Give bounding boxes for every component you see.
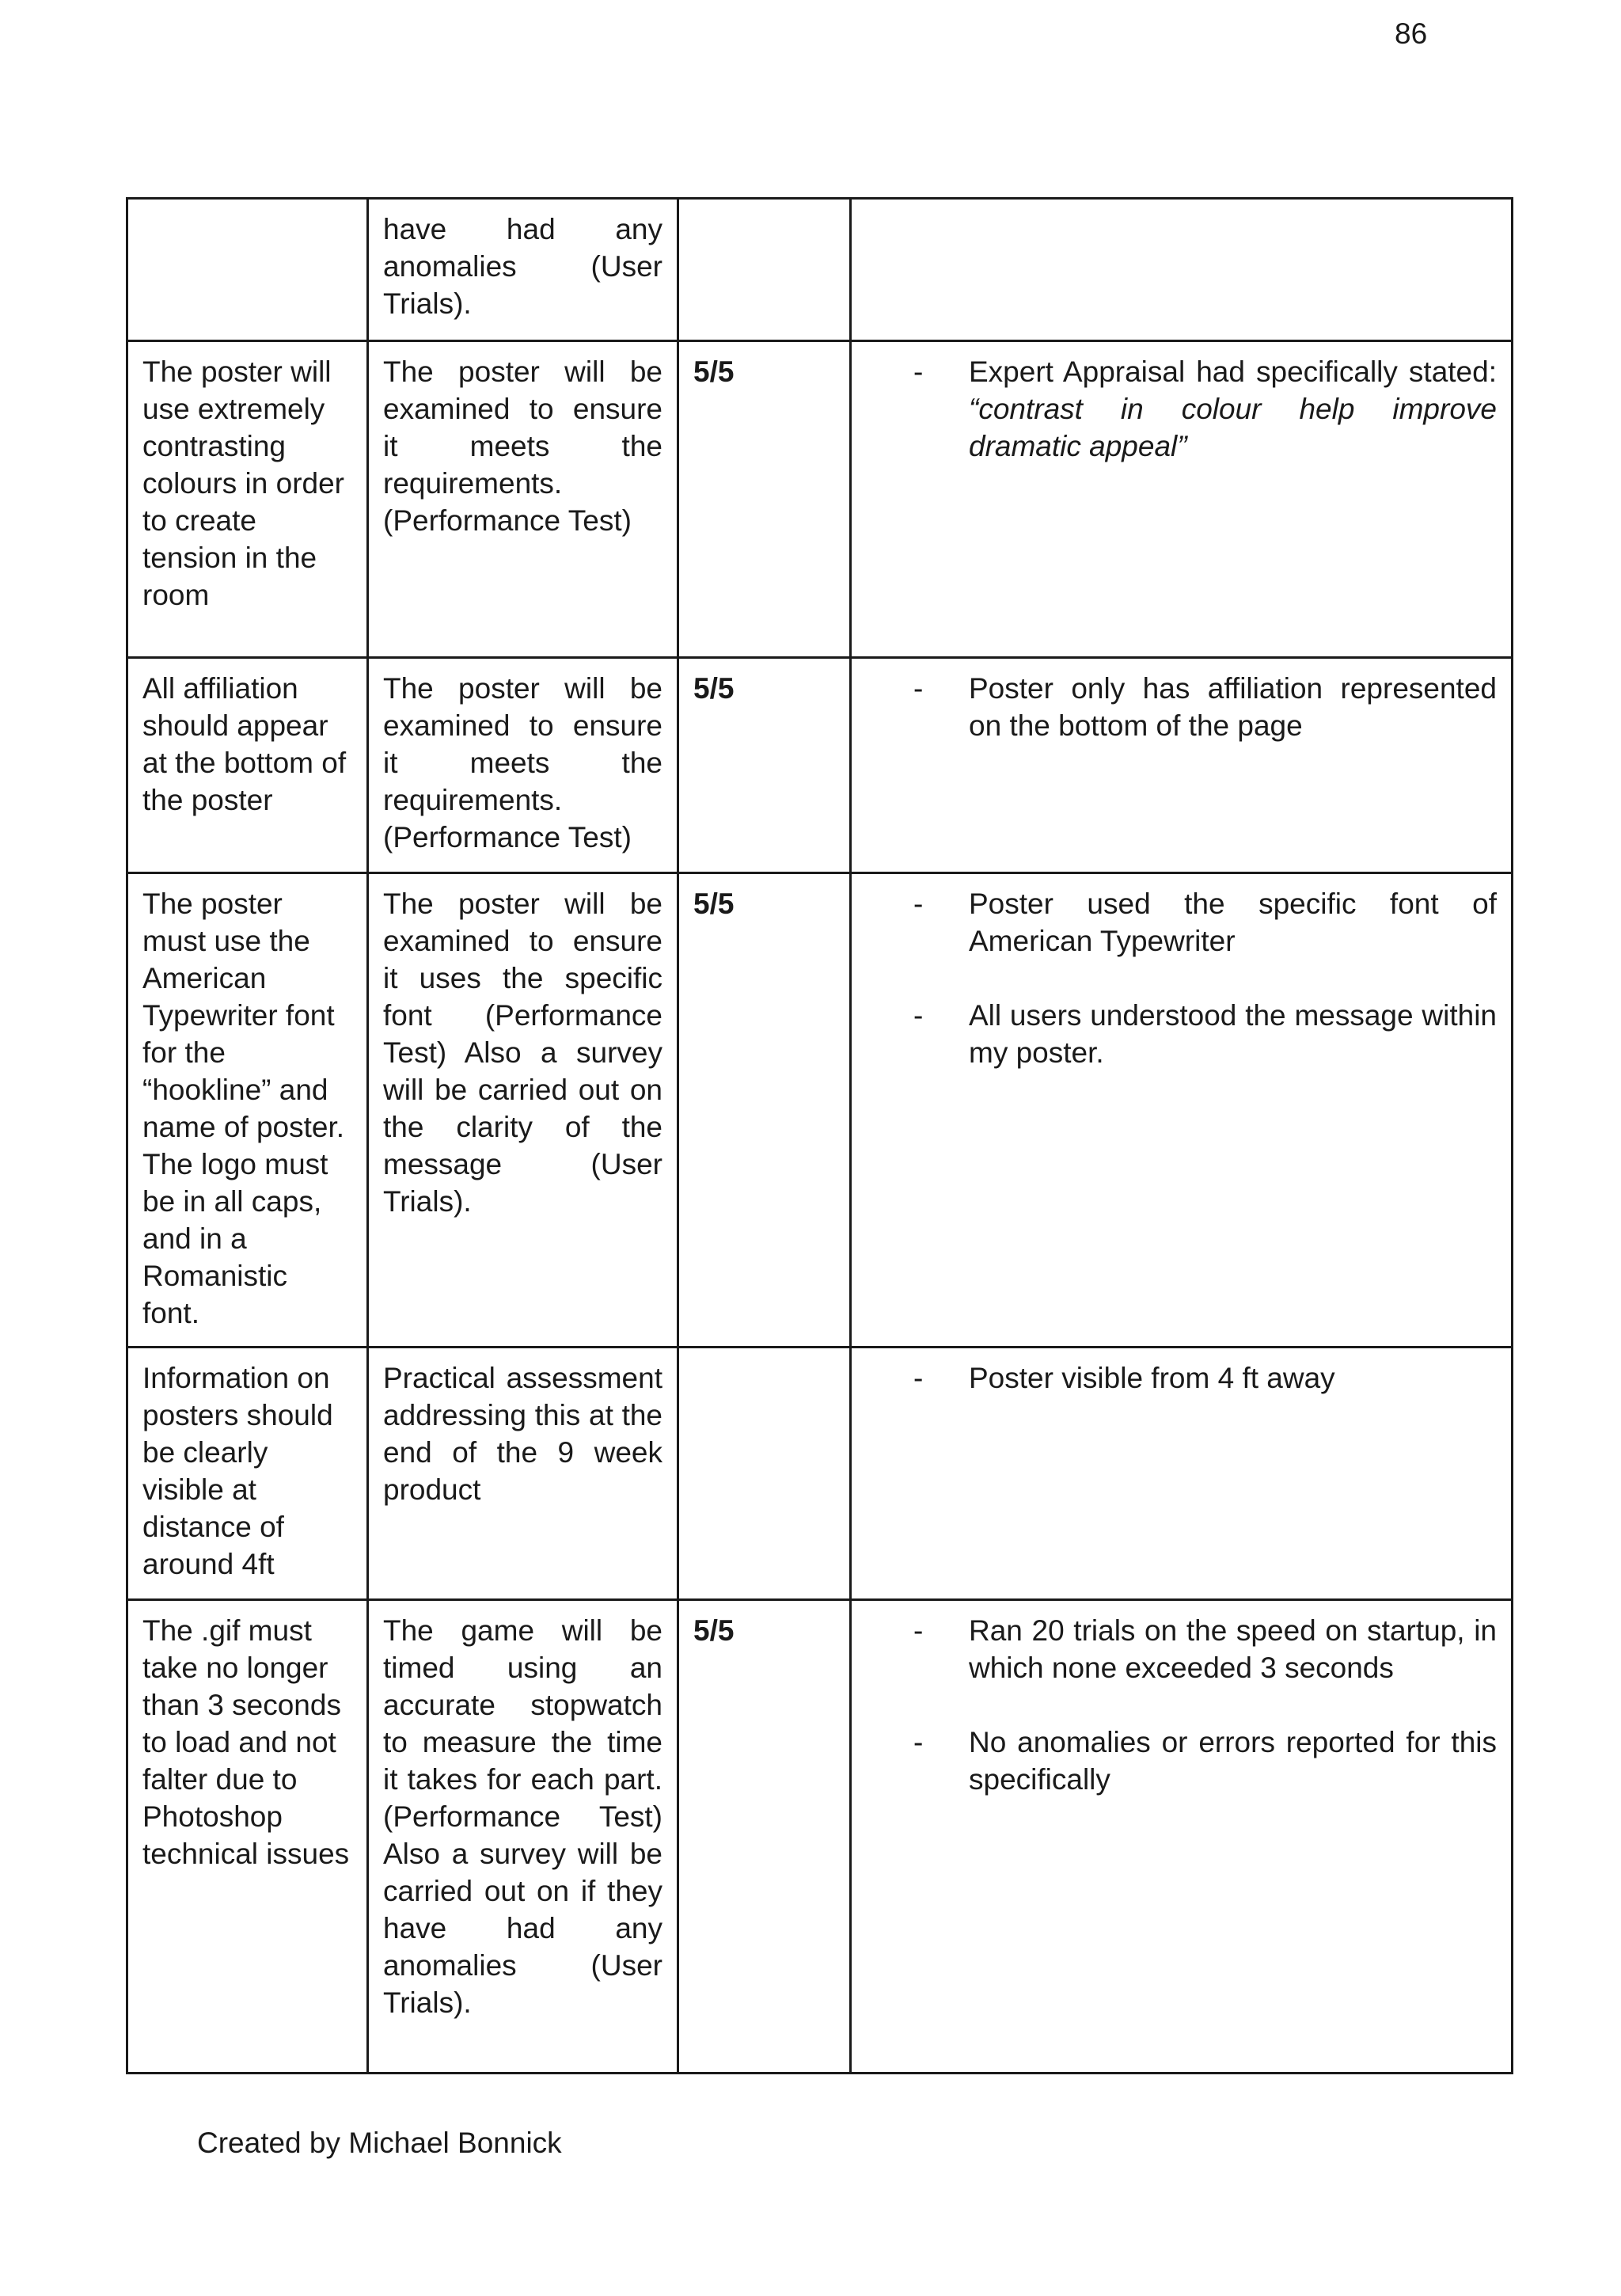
table-row [127,1600,1513,2074]
test-method-cell: The poster will be examined to ensure it uses the specific font (Performance Test) Also a survey will be carried out on the clarity of the message (User Trials). [368,873,678,1348]
test-method-cell: The poster will be examined to ensure it meets the requirements. (Performance Test) [368,341,678,658]
requirement-cell: The poster must use the American Typewriter font for the “hookline” and name of poster. The logo must be in all caps, and in a Romanistic font. [127,873,368,1348]
evidence-text: All users understood the message within my poster. [969,999,1497,1069]
table-row [127,873,1513,1348]
score-cell: 5/5 [678,1600,851,2074]
bullet-dash: - [913,999,924,1032]
requirement-cell: Information on posters should be clearly visible at distance of around 4ft [127,1348,368,1600]
evidence-item [866,1359,1497,1397]
evidence-cell [851,658,1513,873]
bullet-dash: - [913,1614,924,1647]
requirement-cell: The poster will use extremely contrasting colours in order to create tension in the room [127,341,368,658]
evidence-cell [851,873,1513,1348]
score-cell: 5/5 [678,658,851,873]
bullet-dash: - [913,888,924,920]
evidence-text: Expert Appraisal had specifically stated: [969,355,1497,388]
evidence-text: No anomalies or errors reported for this specifically [969,1726,1497,1796]
page-number: 86 [1395,17,1428,50]
bullet-dash: - [913,355,924,388]
table-row [127,341,1513,658]
evidence-cell [851,199,1513,341]
evidence-item [866,885,1497,960]
bullet-dash: - [913,1726,924,1758]
evidence-item [866,353,1497,465]
score-cell [678,1348,851,1600]
evidence-item [866,1724,1497,1798]
evidence-text: Poster visible from 4 ft away [969,1362,1335,1394]
evidence-text: Ran 20 trials on the speed on startup, in which none exceeded 3 seconds [969,1614,1497,1684]
evidence-text: Poster only has affiliation represented on the bottom of the page [969,672,1497,742]
score-cell: 5/5 [678,341,851,658]
requirement-cell: All affiliation should appear at the bottom of the poster [127,658,368,873]
table-row [127,658,1513,873]
evidence-cell [851,1348,1513,1600]
evidence-text: Poster used the specific font of American Typewriter [969,888,1497,957]
evidence-item [866,1612,1497,1686]
table-row [127,1348,1513,1600]
requirement-cell: The .gif must take no longer than 3 seconds to load and not falter due to Photoshop technical issues [127,1600,368,2074]
evidence-item [866,997,1497,1071]
evidence-cell [851,341,1513,658]
bullet-dash: - [913,1362,924,1394]
test-method-cell: Practical assessment addressing this at the end of the 9 week product [368,1348,678,1600]
evidence-cell [851,1600,1513,2074]
bullet-dash: - [913,672,924,705]
evidence-item [866,670,1497,744]
test-method-cell: have had any anomalies (User Trials). [368,199,678,341]
test-method-cell: The poster will be examined to ensure it meets the requirements. (Performance Test) [368,658,678,873]
evidence-quote: “contrast in colour help improve dramatic appeal” [969,393,1497,462]
score-cell: 5/5 [678,873,851,1348]
requirement-cell [127,199,368,341]
score-cell [678,199,851,341]
table-row [127,199,1513,341]
test-method-cell: The game will be timed using an accurate stopwatch to measure the time it takes for each part. (Performance Test) Also a survey will be carried out on if they have had any anomalies (User Trials). [368,1600,678,2074]
evaluation-table [126,197,1513,2074]
footer-credit: Created by Michael Bonnick [197,2127,562,2159]
